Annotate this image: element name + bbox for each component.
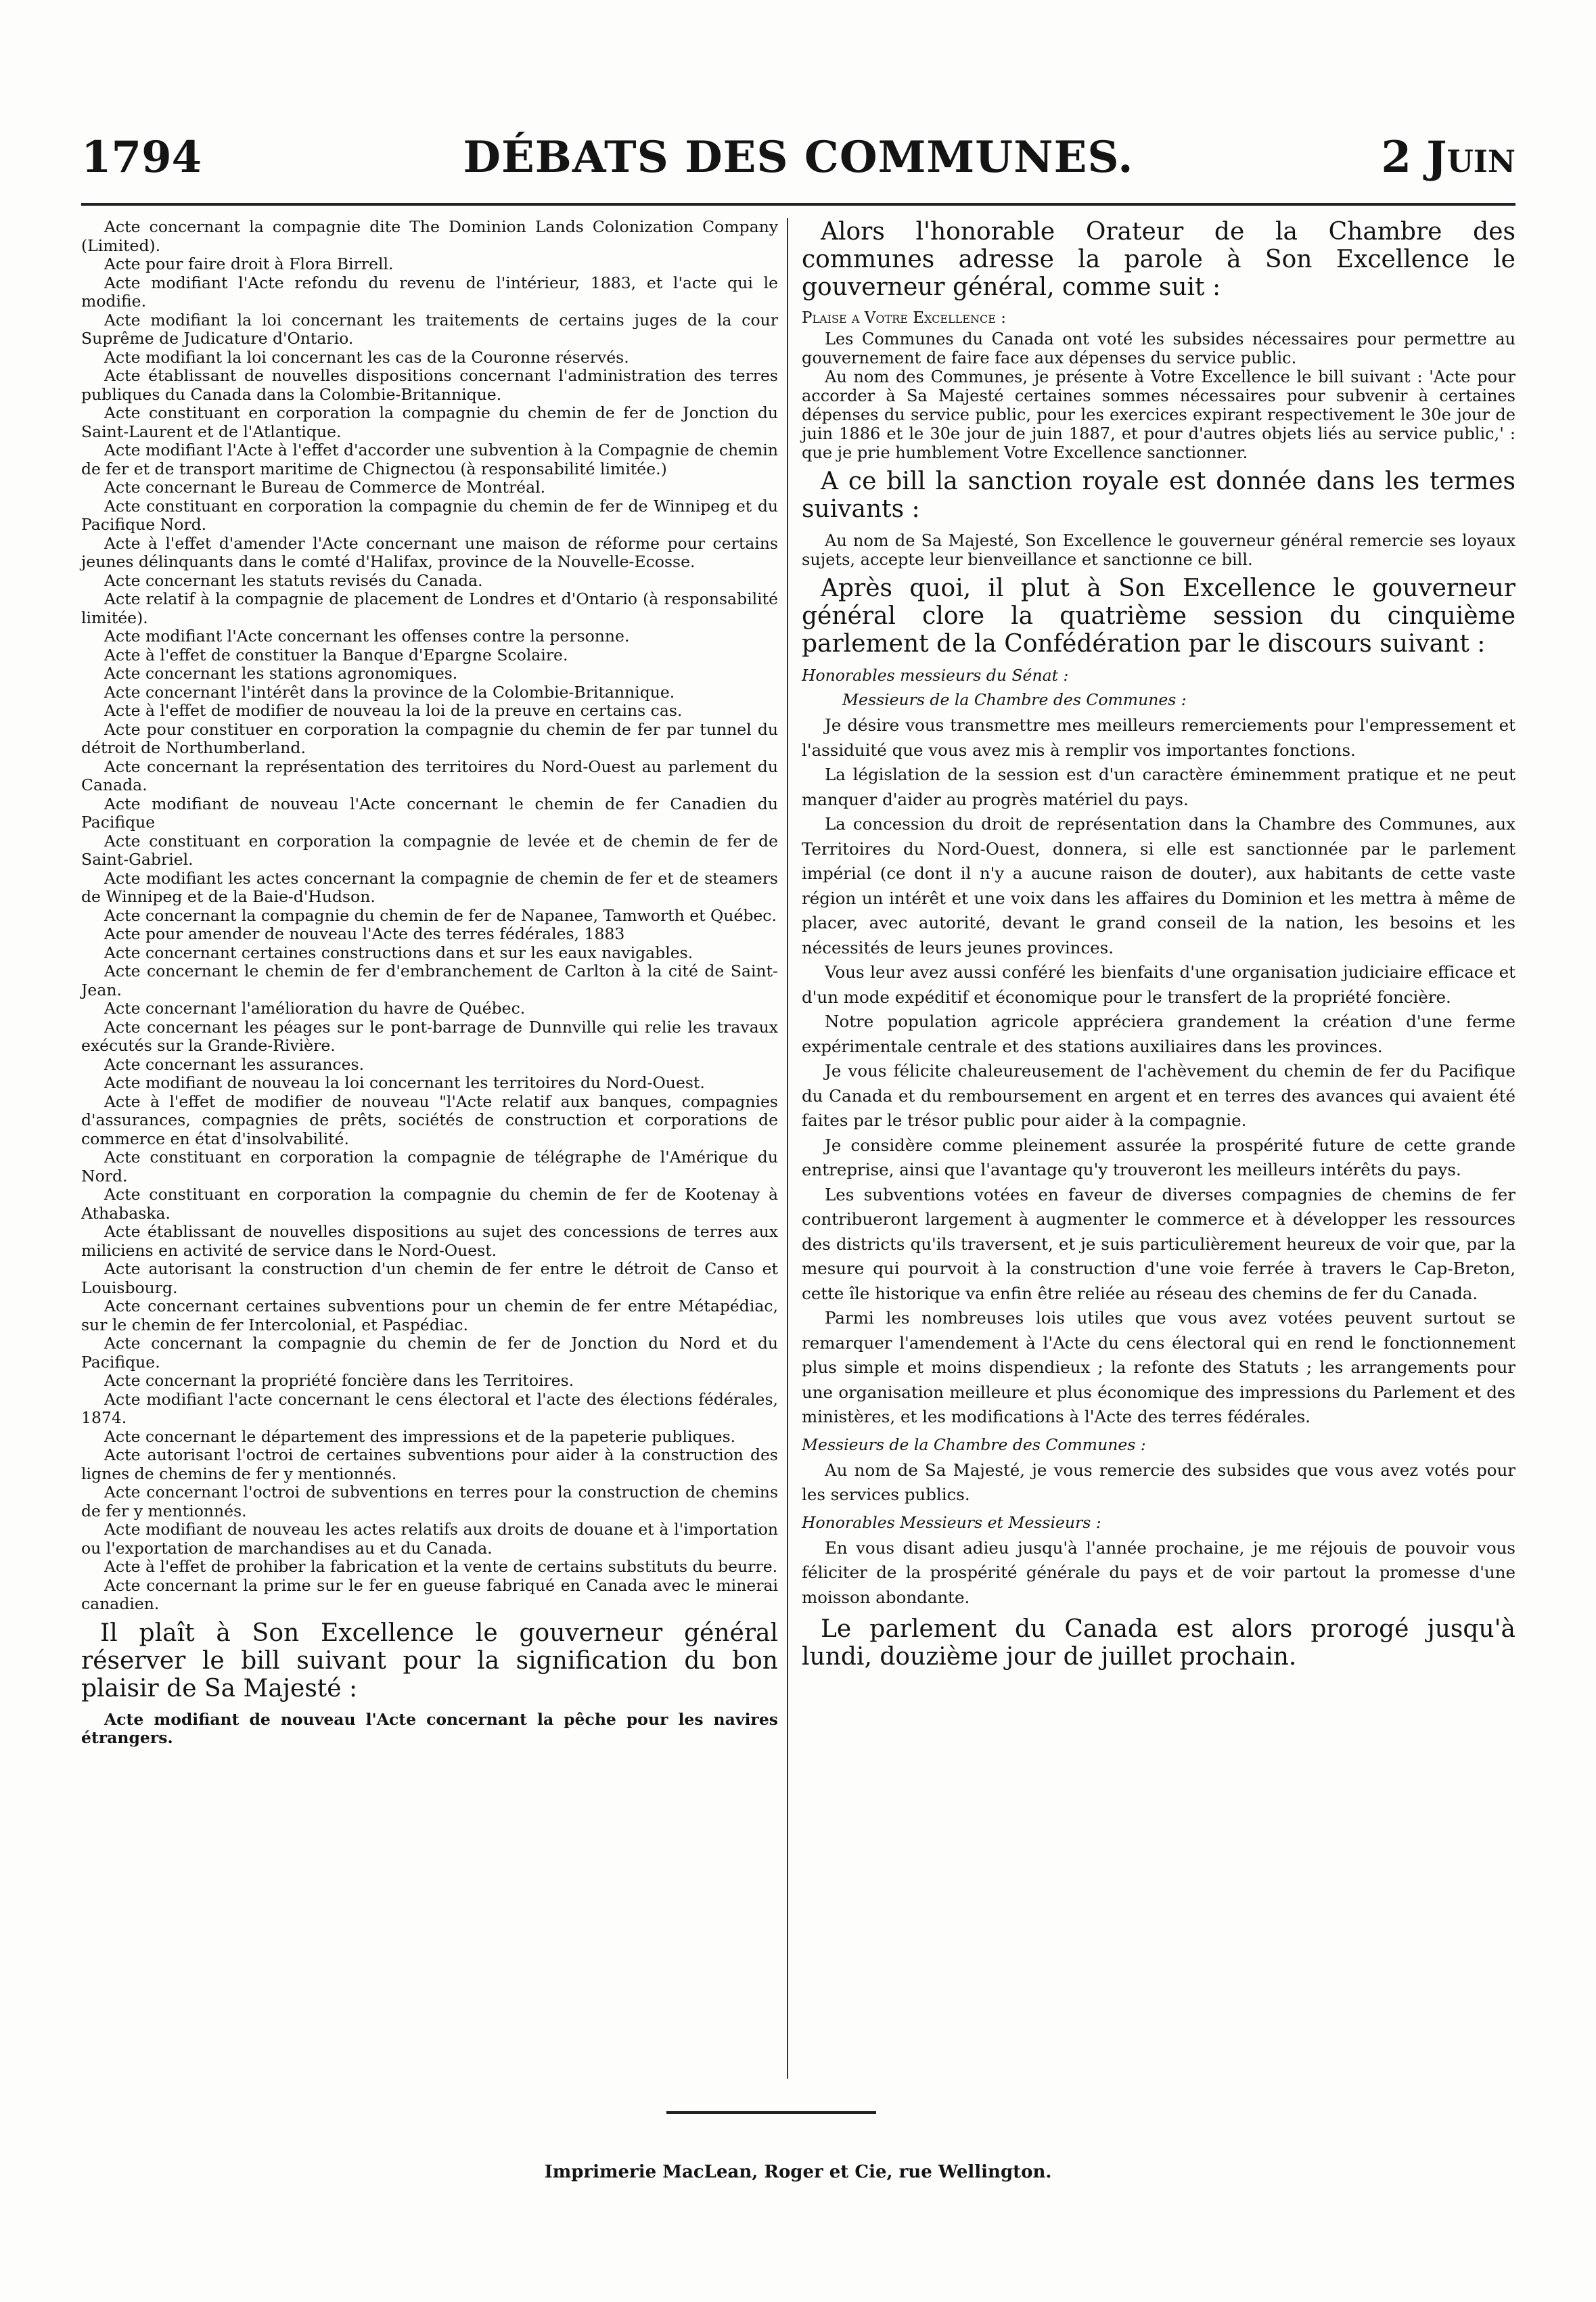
act-item: Acte modifiant de nouveau les actes relatifs aux droits de douane et à l'importation ou l'exportation de marchandises au et du Canada.	[81, 1520, 778, 1558]
act-item: Acte concernant l'intérêt dans la province de la Colombie-Britannique.	[104, 682, 675, 702]
page-header	[81, 132, 1515, 206]
acts-list	[81, 218, 778, 1614]
closing-intro: Après quoi, il plut à Son Excellence le gouverneur général clore la quatrième session du cinquième parlement de la Confédération par le discours suivant :	[802, 574, 1515, 658]
address-all: Honorables Messieurs et Messieurs :	[802, 1512, 1101, 1532]
act-item: Acte constituant en corporation la compagnie du chemin de fer de Jonction du Saint-Laurent et de l'Atlantique.	[81, 403, 778, 441]
reserve-statement: Il plaît à Son Excellence le gouverneur général réserver le bill suivant pour la signification du bon plaisir de Sa Majesté :	[81, 1619, 778, 1702]
reserved-act: Acte modifiant de nouveau l'Acte concernant la pêche pour les navires étrangers.	[81, 1709, 778, 1747]
act-item: Acte concernant la compagnie du chemin de fer de Jonction du Nord et du Pacifique.	[81, 1334, 778, 1372]
act-item: Acte concernant les statuts revisés du Canada.	[104, 570, 483, 590]
farewell-paragraph: En vous disant adieu jusqu'à l'année prochaine, je me réjouis de pouvoir vous féliciter de la prospérité générale du pays et de voir partout la promesse d'une moisson abondante.	[802, 1537, 1515, 1607]
act-item: Acte établissant de nouvelles dispositions au sujet des concessions de terres aux miliciens en activité de service dans le Nord-Ouest.	[81, 1222, 778, 1260]
act-item: Acte modifiant l'Acte à l'effet d'accorder une subvention à la Compagnie de chemin de fer et de transport maritime de Chignectou (à responsabilité limitée.)	[81, 441, 778, 478]
speech-commons: Au nom de Sa Majesté, je vous remercie des subsides que vous avez votés pour les services publics.	[802, 1460, 1515, 1504]
act-item: Acte modifiant l'acte concernant le cens électoral et l'acte des élections fédérales, 1874.	[81, 1389, 778, 1427]
royal-assent: A ce bill la sanction royale est donnée dans les termes suivants :	[802, 468, 1515, 523]
act-item: Acte concernant les péages sur le pont-barrage de Dunnville qui relie les travaux exécutés sur la Grande-Rivière.	[81, 1017, 778, 1055]
act-item: Acte concernant certaines constructions dans et sur les eaux navigables.	[104, 943, 693, 962]
act-item: Acte modifiant de nouveau la loi concernant les territoires du Nord-Ouest.	[104, 1073, 705, 1092]
act-item: Acte concernant la compagnie du chemin de fer de Napanee, Tamworth et Québec.	[104, 905, 777, 925]
act-item: Acte concernant la prime sur le fer en gueuse fabriqué en Canada avec le minerai canadien.	[81, 1575, 778, 1613]
act-item: Acte relatif à la compagnie de placement de Londres et d'Ontario (à responsabilité limitée).	[81, 589, 778, 627]
act-item: Acte concernant la propriété foncière dans les Territoires.	[104, 1371, 574, 1390]
act-item: Acte modifiant la loi concernant les traitements de certains juges de la cour Suprême de Judicature d'Ontario.	[81, 310, 778, 348]
speech-paragraph: La législation de la session est d'un caractère éminemment pratique et ne peut manquer d'aider au progrès matériel du pays.	[802, 765, 1515, 809]
address-commons: Messieurs de la Chambre des Communes :	[842, 690, 1187, 709]
act-item: Acte constituant en corporation la compagnie de télégraphe de l'Amérique du Nord.	[81, 1148, 778, 1186]
act-item: Acte modifiant les actes concernant la compagnie de chemin de fer et de steamers de Winnipeg et de la Baie-d'Hudson.	[81, 868, 778, 906]
thanks-paragraph: Au nom de Sa Majesté, Son Excellence le gouverneur général remercie ses loyaux sujets, accepte leur bienveillance et sanctionne ce bill.	[802, 531, 1515, 569]
act-item: Acte concernant la compagnie dite The Dominion Lands Colonization Company (Limited).	[81, 217, 778, 255]
left-column	[81, 218, 778, 1748]
footer-rule	[666, 2111, 876, 2114]
act-item: Acte autorisant la construction d'un chemin de fer entre le détroit de Canso et Louisbourg.	[81, 1259, 778, 1297]
page-number: 1794	[81, 132, 202, 183]
prorogation: Le parlement du Canada est alors prorogé jusqu'à lundi, douzième jour de juillet prochain.	[802, 1615, 1515, 1671]
page-title: DÉBATS DES COMMUNES.	[463, 132, 1134, 183]
act-item: Acte concernant le chemin de fer d'embranchement de Carlton à la cité de Saint-Jean.	[81, 962, 778, 999]
right-column	[802, 218, 1515, 1679]
page-date: 2 Juin	[1381, 132, 1515, 183]
act-item: Acte établissant de nouvelles dispositions concernant l'administration des terres publiques du Canada dans la Colombie-Britannique.	[81, 366, 778, 404]
salutation: Plaise a Votre Excellence :	[802, 309, 1006, 327]
act-item: Acte à l'effet d'amender l'Acte concernant une maison de réforme pour certains jeunes délinquants dans le comté d'Halifax, province de la Nouvelle-Ecosse.	[81, 533, 778, 571]
speech-paragraph: Je considère comme pleinement assurée la prospérité future de cette grande entreprise, ainsi que l'avantage qu'y trouveront les meilleurs intérêts du pays.	[802, 1135, 1515, 1179]
supply-paragraph-1: Les Communes du Canada ont voté les subsides nécessaires pour permettre au gouvernement de faire face aux dépenses du service public.	[802, 330, 1515, 367]
act-item: Acte modifiant l'Acte concernant les offenses contre la personne.	[104, 627, 630, 646]
act-item: Acte constituant en corporation la compagnie du chemin de fer de Kootenay à Athabaska.	[81, 1185, 778, 1223]
act-item: Acte concernant les assurances.	[104, 1054, 365, 1074]
speech-paragraph: Parmi les nombreuses lois utiles que vous avez votées peuvent surtout se remarquer l'amendement à l'Acte du cens électoral qui en rend le fonctionnement plus simple et moins dispendieux ; la refonte des Statuts ; les arrangements pour une organisation meilleure et plus économique des impressions du Parlement et des ministères, et les modifications à l'Acte des terres fédérales.	[802, 1308, 1515, 1426]
address-senate: Honorables messieurs du Sénat :	[802, 666, 1069, 685]
address-commons-2: Messieurs de la Chambre des Communes :	[802, 1435, 1146, 1454]
speech-paragraph: Vous leur avez aussi conféré les bienfaits d'une organisation judiciaire efficace et d'un mode expéditif et économique pour le transfert de la propriété foncière.	[802, 962, 1515, 1007]
act-item: Acte modifiant de nouveau l'Acte concernant le chemin de fer Canadien du Pacifique	[81, 794, 778, 832]
act-item: Acte concernant l'amélioration du havre de Québec.	[104, 999, 526, 1018]
act-item: Acte concernant les stations agronomiques.	[104, 664, 458, 683]
column-divider	[787, 218, 788, 2079]
supply-paragraph-2: Au nom des Communes, je présente à Votre Excellence le bill suivant : 'Acte pour accorder à Sa Majesté certaines sommes nécessaires pour subvenir à certaines dépenses du service public, pour les exercices expirant respectivement le 30e jour de juin 1886 et le 30e jour de juin 1887, et pour d'autres objets liés au service public,' : que je prie humblement Votre Excellence sanctionner.	[802, 367, 1515, 462]
speech-paragraph: Notre population agricole appréciera grandement la création d'une ferme expérimentale centrale et des stations auxiliaires dans les provinces.	[802, 1012, 1515, 1056]
act-item: Acte concernant le Bureau de Commerce de Montréal.	[104, 478, 546, 497]
speech-paragraphs	[802, 713, 1515, 1430]
act-item: Acte pour faire droit à Flora Birrell.	[104, 254, 394, 273]
act-item: Acte concernant le département des impressions et de la papeterie publiques.	[104, 1426, 736, 1446]
act-item: Acte pour constituer en corporation la compagnie du chemin de fer par tunnel du détroit de Northumberland.	[81, 719, 778, 757]
act-item: Acte modifiant l'Acte refondu du revenu de l'intérieur, 1883, et l'acte qui le modifie.	[81, 273, 778, 311]
act-item: Acte à l'effet de prohiber la fabrication et la vente de certains substituts du beurre.	[104, 1557, 778, 1576]
act-item: Acte concernant certaines subventions pour un chemin de fer entre Métapédiac, sur le chemin de fer Intercolonial, et Paspédiac.	[81, 1296, 778, 1334]
act-item: Acte à l'effet de modifier de nouveau la loi de la preuve en certains cas.	[104, 701, 683, 720]
header-rule	[81, 203, 1515, 206]
act-item: Acte concernant l'octroi de subventions en terres pour la construction de chemins de fer y mentionnés.	[81, 1483, 778, 1520]
act-item: Acte constituant en corporation la compagnie de levée et de chemin de fer de Saint-Gabriel.	[81, 831, 778, 869]
act-item: Acte pour amender de nouveau l'Acte des terres fédérales, 1883	[104, 924, 625, 943]
act-item: Acte constituant en corporation la compagnie du chemin de fer de Winnipeg et du Pacifique Nord.	[81, 496, 778, 534]
act-item: Acte à l'effet de constituer la Banque d'Epargne Scolaire.	[104, 645, 568, 664]
act-item: Acte autorisant l'octroi de certaines subventions pour aider à la construction des lignes de chemins de fer y mentionnés.	[81, 1445, 778, 1483]
imprint: Imprimerie MacLean, Roger et Cie, rue Wellington.	[544, 2162, 1052, 2182]
speech-paragraph: Les subventions votées en faveur de diverses compagnies de chemins de fer contribueront largement à augmenter le commerce et à développer les ressources des districts qu'ils traversent, et je suis particulièrement heureux de voir que, par la mesure qui pourvoit à la construction d'une voie ferrée à travers le Cap-Breton, cette île historique va enfin être reliée au réseau des chemins de fer du Canada.	[802, 1184, 1515, 1303]
act-item: Acte à l'effet de modifier de nouveau "l'Acte relatif aux banques, compagnies d'assurances, compagnies de prêts, sociétés de construction et corporations de commerce en état d'insolvabilité.	[81, 1091, 778, 1148]
speech-paragraph: La concession du droit de représentation dans la Chambre des Communes, aux Territoires du Nord-Ouest, donnera, si elle est sanctionnée par le parlement impérial (ce dont il n'y a aucune raison de douter), aux habitants de cette vaste région un intérêt et une voix dans les affaires du Dominion et les mettra à même de placer, avec autorité, devant le grand conseil de la nation, les besoins et les nécessités de leurs jeunes provinces.	[802, 814, 1515, 957]
speaker-intro: Alors l'honorable Orateur de la Chambre des communes adresse la parole à Son Excellence le gouverneur général, comme suit :	[802, 218, 1515, 301]
speech-paragraph: Je désire vous transmettre mes meilleurs remerciements pour l'empressement et l'assiduité que vous avez mis à remplir vos importantes fonctions.	[802, 715, 1515, 760]
act-item: Acte concernant la représentation des territoires du Nord-Ouest au parlement du Canada.	[81, 757, 778, 794]
speech-paragraph: Je vous félicite chaleureusement de l'achèvement du chemin de fer du Pacifique du Canada et du remboursement en argent et en terres des avances qui avaient été faites par le trésor public pour aider à la compagnie.	[802, 1061, 1515, 1130]
act-item: Acte modifiant la loi concernant les cas de la Couronne réservés.	[104, 347, 629, 367]
